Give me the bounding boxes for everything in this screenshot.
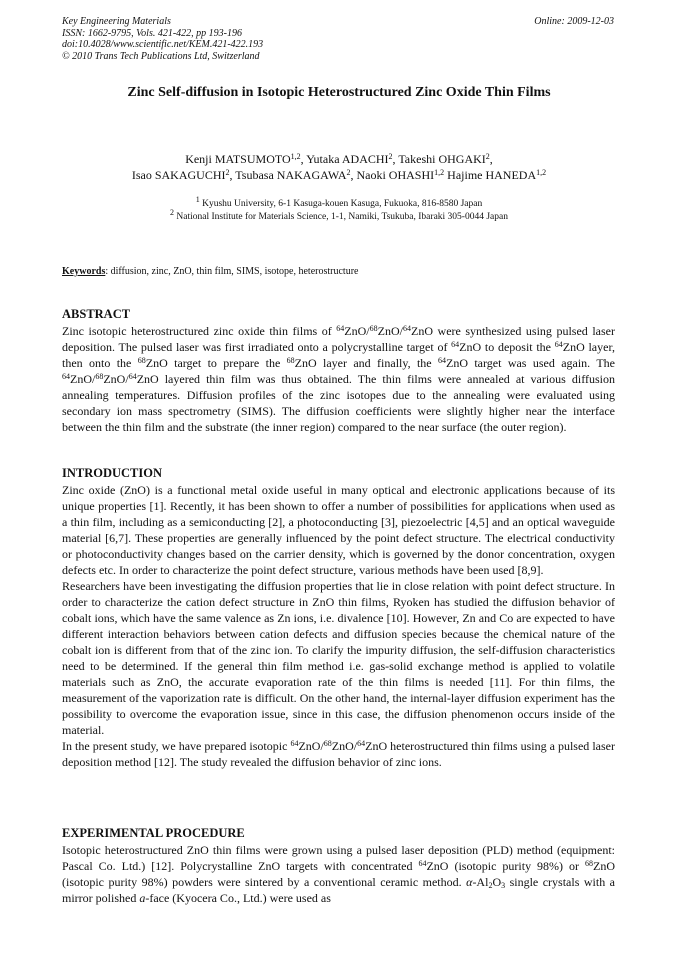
introduction-body xyxy=(62,482,615,770)
journal-header xyxy=(62,16,263,62)
affil-number: 1 xyxy=(195,195,200,204)
author-affil: 1,2 xyxy=(536,168,547,177)
author-separator: , xyxy=(489,152,493,166)
affiliation-1 xyxy=(62,195,616,211)
author: , Naoki OHASHI xyxy=(350,168,435,182)
journal-name: Key Engineering Materials xyxy=(62,16,171,27)
author: , Yutaka ADACHI xyxy=(300,152,389,166)
paper-title: Zinc Self-diffusion in Isotopic Heterostructured Zinc Oxide Thin Films xyxy=(127,85,551,100)
author-line-1 xyxy=(62,151,616,167)
author: Kenji MATSUMOTO xyxy=(185,152,291,166)
experimental-heading: EXPERIMENTAL PROCEDURE xyxy=(62,826,245,840)
intro-paragraph-3: In the present study, we have prepared isotopic $^{64}$ZnO/$^{68}$ZnO/$^{64}$ZnO heterostructured thin films using a pulsed laser deposition method [12]. The study revealed the diffusion behavior of zinc ions. xyxy=(62,739,615,769)
keywords xyxy=(62,266,616,277)
author-list xyxy=(62,151,616,183)
author: , Tsubasa NAKAGAWA xyxy=(229,168,347,182)
keywords-label: Keywords xyxy=(62,266,106,277)
affiliations xyxy=(62,195,616,223)
author: Isao SAKAGUCHI xyxy=(131,168,226,182)
copyright: © 2010 Trans Tech Publications Ltd, Switzerland xyxy=(62,50,260,62)
intro-paragraph-2: Researchers have been investigating the diffusion properties that lie in close relation with point defect structure. In order to characterize the cation defect structure in ZnO thin films, Ryoken has studied the diffusion behavior of cobalt ions, which have the same valence as Zn ions, i.e. divalence [10]. However, Zn and Co are expected to have different interaction behaviors between cation defects and diffusion species because the chemical nature of the cobalt ion is different from that of the zinc ion. To clarify the impurity diffusion, the self-diffusion characteristics need to be determined. If the general thin film method i.e. gas-solid exchange method is applied to volatile materials such as ZnO, the accurate evaporation rate of the thin films is needed [11]. For thin films, the measurement of the vaporization rate is difficult. On the other hand, the internal-layer diffusion experiment has the possibility to overcome the evaporation issue, since in this case, the diffusion phenomenon occurs inside of the material. xyxy=(62,579,615,737)
issn: ISSN: 1662-9795, Vols. 421-422, pp 193-196 xyxy=(62,27,242,39)
author-affil: 2 xyxy=(346,168,351,177)
keywords-text: : diffusion, zinc, ZnO, thin film, SIMS, isotope, heterostructure xyxy=(105,266,359,277)
affil-text: Kyushu University, 6-1 Kasuga-kouen Kasuga, Fukuoka, 816-8580 Japan xyxy=(199,199,483,209)
online-date: Online: 2009-12-03 xyxy=(534,16,614,27)
author-line-2 xyxy=(62,167,616,183)
author-affil: 1,2 xyxy=(434,168,445,177)
author-affil: 2 xyxy=(485,152,490,161)
abstract-heading: ABSTRACT xyxy=(62,307,131,321)
intro-paragraph-1: Zinc oxide (ZnO) is a functional metal oxide useful in many optical and electronic applications because of its unique properties [1]. Recently, it has been shown to offer a number of possibilities for applications when used as a thin film, including as a semiconducting [2], a photoconducting [3], piezoelectric [4,5] and an optical waveguide material [6,7]. These properties are generally influenced by the point defect structure. The electrical conductivity or photoconductivity changes based on the carrier density, which is governed by the donor concentration, oxygen defects etc. In order to characterize the point defect structure, various methods have been used [8,9]. xyxy=(62,483,615,577)
experimental-body xyxy=(62,842,615,906)
affil-number: 2 xyxy=(170,207,175,217)
introduction-heading: INTRODUCTION xyxy=(62,466,163,480)
abstract-text: Zinc isotopic heterostructured zinc oxide thin films of $^{64}$ZnO/$^{68}$ZnO/$^{64}$ZnO were synthesized using pulsed laser deposition. The pulsed laser was first irradiated onto a polycrystalline target of $^{64}$ZnO to deposit the $^{64}$ZnO layer, then onto the $^{68}$ZnO target to prepare the $^{68}$ZnO layer and finally, the $^{64}$ZnO target was used again. The $^{64}$ZnO/$^{68}$ZnO/$^{64}$ZnO layered thin film was thus obtained. The thin films were annealed at various diffusion annealing temperatures. Diffusion profiles of the zinc isotopes due to the annealing were evaluated using secondary ion mass spectrometry (SIMS). The diffusion coefficients were slightly higher near the interface between the thin film and the substrate (the inner region) compared to the near surface (the outer region). xyxy=(62,324,615,434)
doi: doi:10.4028/www.scientific.net/KEM.421-422.193 xyxy=(62,39,264,50)
affil-text: National Institute for Materials Science, 1-1, Namiki, Tsukuba, Ibaraki 305-0044 Japan xyxy=(174,211,508,222)
author: , Takeshi OHGAKI xyxy=(392,152,486,166)
author-affil: 2 xyxy=(388,152,393,161)
experimental-text: Isotopic heterostructured ZnO thin films were grown using a pulsed laser deposition (PLD) method (equipment: Pascal Co. Ltd.) [12]. Polycrystalline ZnO targets with concentrated $^{64}$ZnO (isotopic purity 98%) or $^{68}$ZnO (isotopic purity 98%) powders were sintered by a conventional ceramic method. $\alpha-Al_2O_3$ single crystals with a mirror polished a-face (Kyocera Co., Ltd.) were used as xyxy=(62,843,615,905)
affiliation-2 xyxy=(62,207,616,224)
author: Hajime HANEDA xyxy=(444,168,537,182)
author-affil: 2 xyxy=(225,168,230,177)
author-affil: 1,2 xyxy=(290,152,301,161)
abstract-body xyxy=(62,323,615,435)
